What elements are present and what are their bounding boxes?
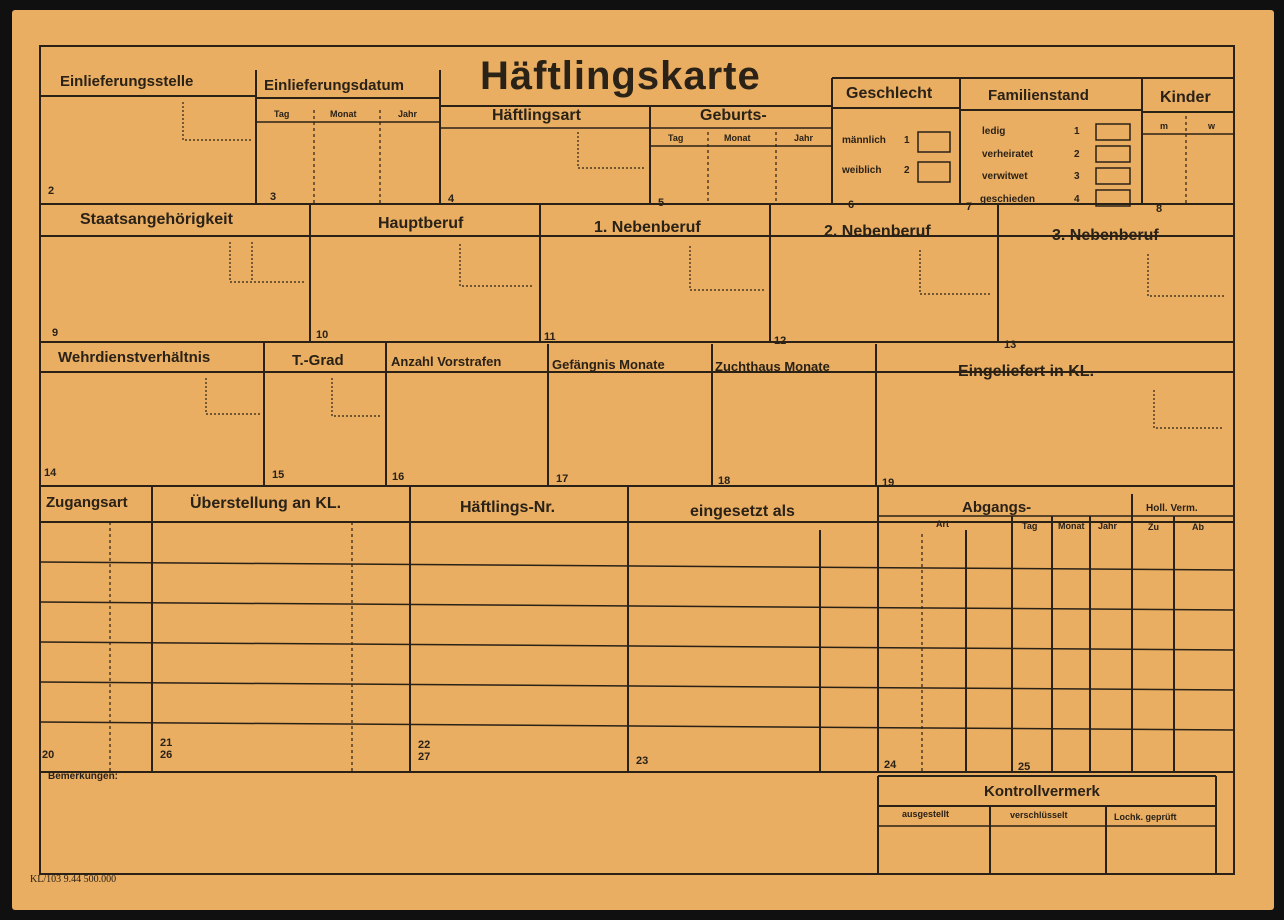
label-geb-monat: Monat [724,133,751,143]
card-title: Häftlingskarte [480,54,761,98]
field-number-4: 4 [448,193,455,205]
field-number-19: 19 [882,477,895,489]
label-nebenberuf-1: 1. Nebenberuf [594,219,701,236]
label-ueberstellung: Überstellung an KL. [190,495,342,512]
label-jahr: Jahr [398,109,418,119]
label-nebenberuf-3: 3. Nebenberuf [1052,227,1159,244]
code-geschieden: 4 [1074,194,1080,205]
field-number-10: 10 [316,329,329,341]
label-abgang-art: Art [936,519,949,529]
label-abgangs: Abgangs- [962,499,1032,516]
label-bemerkungen: Bemerkungen: [48,771,119,782]
label-kinder-m: m [1160,121,1169,131]
field-number-11: 11 [544,331,556,343]
field-number-12: 12 [774,335,787,347]
label-abgang-jahr: Jahr [1098,521,1118,531]
label-verschluesselt: verschlüsselt [1010,810,1068,820]
label-eingeliefert: Eingeliefert in KL. [958,363,1095,380]
field-number-9: 9 [52,327,59,339]
field-number-22: 22 [418,739,431,751]
field-number-21: 21 [160,737,173,749]
code-verwitwet: 3 [1074,171,1080,182]
label-gefaengnis: Gefängnis Monate [552,357,665,372]
code-verheiratet: 2 [1074,149,1080,160]
label-maennlich: männlich [842,135,886,146]
label-nebenberuf-2: 2. Nebenberuf [824,223,931,240]
prisoner-card [12,10,1274,910]
label-geschieden: geschieden [980,194,1036,205]
label-tag: Tag [274,109,290,119]
label-zuchthaus: Zuchthaus Monate [715,359,830,374]
label-kontrollvermerk: Kontrollvermerk [984,783,1100,800]
code-ledig: 1 [1074,126,1080,137]
label-verwitwet: verwitwet [982,171,1028,182]
label-tgrad: T.-Grad [292,352,344,369]
label-monat: Monat [330,109,357,119]
label-abgang-monat: Monat [1058,521,1085,531]
label-einlieferungsstelle: Einlieferungsstelle [60,73,194,90]
label-einlieferungsdatum: Einlieferungsdatum [264,77,405,94]
field-number-6: 6 [848,199,855,211]
label-geb-tag: Tag [668,133,684,143]
field-number-23: 23 [636,755,649,767]
label-haeftlingsnr: Häftlings-Nr. [460,499,556,516]
label-vorstrafen: Anzahl Vorstrafen [391,354,502,369]
field-number-25: 25 [1018,761,1031,773]
field-number-8: 8 [1156,203,1163,215]
label-zu: Zu [1148,522,1159,532]
field-number-27: 27 [418,751,431,763]
field-number-16: 16 [392,471,405,483]
label-geburts: Geburts- [700,107,767,124]
field-number-3: 3 [270,191,277,203]
field-number-7: 7 [966,201,973,213]
label-ausgestellt: ausgestellt [902,809,950,819]
label-hauptberuf: Hauptberuf [378,215,464,232]
label-ledig: ledig [982,126,1006,137]
field-number-2: 2 [48,185,55,197]
label-staatsangehoerigkeit: Staatsangehörigkeit [80,211,233,228]
code-weiblich: 2 [904,165,910,176]
label-weiblich: weiblich [842,165,882,176]
label-wehrdienst: Wehrdienstverhältnis [58,349,211,366]
field-number-14: 14 [44,467,57,479]
label-lochk: Lochk. geprüft [1114,812,1177,822]
field-number-26: 26 [160,749,173,761]
field-number-24: 24 [884,759,897,771]
label-kinder-w: w [1208,121,1216,131]
label-verheiratet: verheiratet [982,149,1034,160]
field-number-13: 13 [1004,339,1017,351]
field-number-20: 20 [42,749,55,761]
label-eingesetzt: eingesetzt als [690,503,795,520]
label-familienstand: Familienstand [988,87,1089,104]
label-ab: Ab [1192,522,1204,532]
field-number-18: 18 [718,475,731,487]
label-zugangsart: Zugangsart [46,494,128,511]
field-number-17: 17 [556,473,569,485]
label-haeftlingsart: Häftlingsart [492,107,581,124]
label-kinder: Kinder [1160,89,1211,106]
field-number-5: 5 [658,197,665,209]
label-geschlecht: Geschlecht [846,85,933,102]
label-geb-jahr: Jahr [794,133,814,143]
field-number-15: 15 [272,469,285,481]
form-print-code: KL/103 9.44 500.000 [30,874,117,885]
form-grid [12,10,1274,910]
code-maennlich: 1 [904,135,910,146]
label-abgang-tag: Tag [1022,521,1038,531]
label-holl-verm: Holl. Verm. [1146,503,1198,514]
